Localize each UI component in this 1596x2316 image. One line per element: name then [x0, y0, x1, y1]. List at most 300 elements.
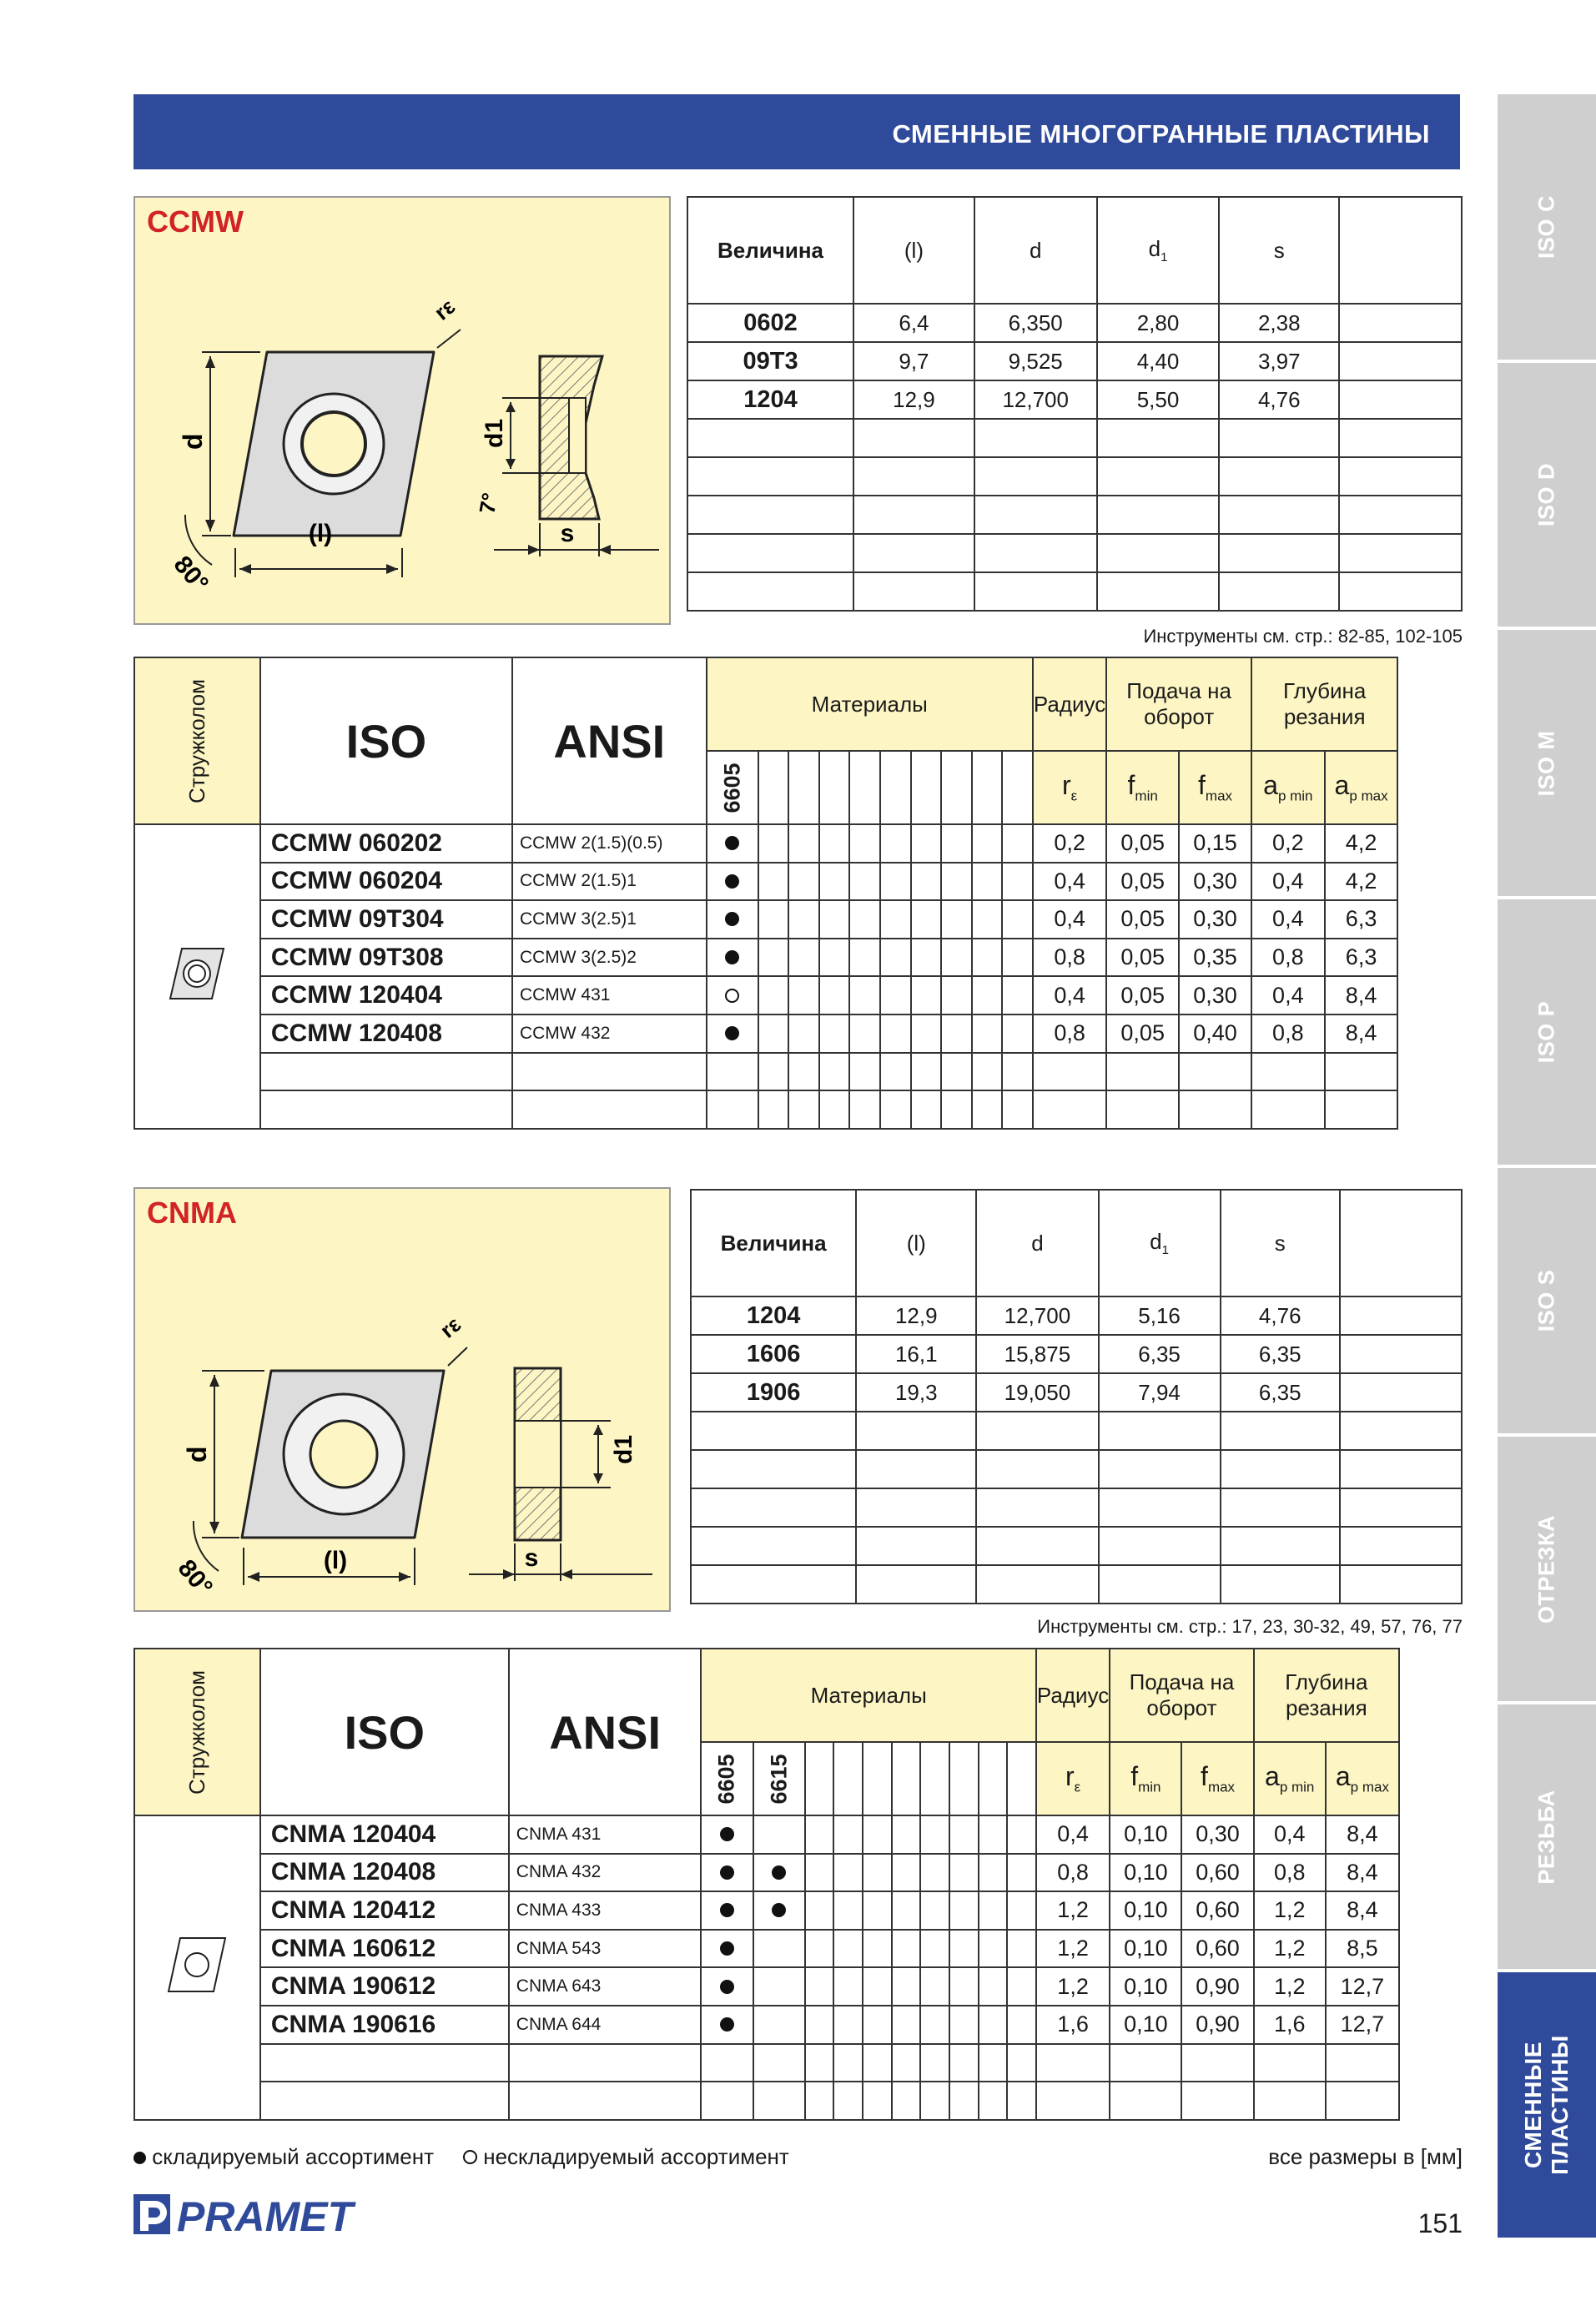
grade-header-cell: [979, 1742, 1008, 1815]
table-row: [134, 1815, 1462, 1854]
chipbreaker-cell: [134, 1815, 260, 2120]
cnma-insert-icon: [164, 1931, 230, 1998]
side-tab-label: СМЕННЫЕ ПЛАСТИНЫ: [1520, 2035, 1573, 2175]
grade-availability-cell: [1002, 824, 1033, 863]
grade-availability-cell: [707, 900, 758, 939]
size-cell: [974, 496, 1097, 534]
grade-availability-cell: [979, 1891, 1008, 1930]
cnma-label-re: rε: [435, 1312, 466, 1343]
materials-header: Материалы: [701, 1649, 1035, 1742]
param-value-cell: [1033, 1090, 1106, 1129]
size-cell: 5,50: [1097, 380, 1220, 419]
grade-availability-cell: [753, 1967, 805, 2006]
grade-header-cell: [707, 751, 758, 824]
size-header-cell: [976, 1190, 1098, 1296]
grade-availability-cell: [758, 1053, 789, 1091]
grade-availability-cell: [753, 1891, 805, 1930]
grade-availability-cell: [1002, 900, 1033, 939]
side-tab-5[interactable]: [1498, 1168, 1596, 1437]
cnma-size-table: [690, 1189, 1463, 1604]
iso-code-cell: CCMW 09T308: [260, 939, 512, 977]
grade-availability-cell: [920, 2006, 949, 2044]
grade-availability-cell: [949, 2006, 979, 2044]
grade-availability-cell: [833, 1891, 863, 1930]
size-cell: [1219, 496, 1339, 534]
grade-availability-cell: [1007, 2044, 1036, 2082]
size-cell: [1221, 1527, 1340, 1565]
ansi-code-cell: CCMW 3(2.5)2: [512, 939, 707, 977]
size-cell: 4,40: [1097, 342, 1220, 380]
size-header-label: Величина: [717, 237, 824, 263]
stock-dot-icon: [725, 950, 739, 964]
grade-header-cell: [920, 1742, 949, 1815]
param-value-cell: 0,4: [1033, 976, 1106, 1015]
param-value-cell: 12,7: [1326, 1967, 1399, 2006]
grade-availability-cell: [833, 1930, 863, 1968]
param-value-cell: 0,8: [1251, 1015, 1325, 1053]
side-tab-label: ISO C: [1533, 194, 1559, 259]
grade-availability-cell: [863, 2006, 892, 2044]
ansi-header: ANSI: [509, 1649, 702, 1815]
symbol-header-5: $a_{p max}$: [1326, 1742, 1399, 1815]
param-value-cell: 8,5: [1326, 1930, 1399, 1968]
table-row: [134, 900, 1462, 939]
param-value-cell: [1179, 1090, 1251, 1129]
chipbreaker-label: Стружколом: [184, 1669, 209, 1795]
ccmw-label-re: rε: [429, 294, 461, 325]
ccmw-label-s: s: [560, 520, 575, 547]
grade-availability-cell: [1007, 2006, 1036, 2044]
size-cell: [1340, 1450, 1462, 1488]
grade-availability-cell: [949, 2044, 979, 2082]
size-cell: [853, 457, 974, 496]
param-value-cell: 1,2: [1254, 1967, 1326, 2006]
grade-availability-cell: [880, 976, 911, 1015]
size-row: [691, 1450, 1462, 1488]
size-cell: [1339, 419, 1462, 457]
size-cell: [853, 572, 974, 611]
grade-availability-cell: [1002, 939, 1033, 977]
size-cell: 1606: [691, 1335, 856, 1373]
ansi-code-cell: CNMA 432: [509, 1854, 702, 1892]
grade-header-cell: [819, 751, 850, 824]
grade-availability-cell: [911, 976, 942, 1015]
chipbreaker-label: Стружколом: [184, 678, 209, 803]
stock-dot-icon: [720, 1827, 734, 1841]
grade-availability-cell: [979, 2044, 1008, 2082]
param-value-cell: 4,2: [1325, 863, 1398, 901]
side-tab-2[interactable]: [1498, 363, 1596, 630]
grade-availability-cell: [701, 2044, 753, 2082]
nonstock-circle-icon: [463, 2150, 477, 2164]
brand-logo: [133, 2191, 367, 2238]
size-cell: [1097, 496, 1220, 534]
param-value-cell: 0,4: [1033, 900, 1106, 939]
size-header-label: d: [1031, 1230, 1044, 1256]
size-cell: [1339, 380, 1462, 419]
param-value-cell: 1,2: [1036, 1891, 1110, 1930]
grade-availability-cell: [833, 2044, 863, 2082]
iso-code-cell: CNMA 190612: [260, 1967, 509, 2006]
param-value-cell: [1254, 2082, 1326, 2120]
grade-availability-cell: [1002, 863, 1033, 901]
grade-availability-cell: [892, 2006, 921, 2044]
table-row: [134, 1053, 1462, 1091]
symbol-header-4: $a_{p min}$: [1251, 751, 1325, 824]
grade-availability-cell: [758, 1090, 789, 1129]
param-value-cell: [1179, 1053, 1251, 1091]
ccmw-label-l: (l): [308, 520, 333, 547]
size-cell: [976, 1450, 1098, 1488]
param-value-cell: 0,35: [1179, 939, 1251, 977]
stock-dot-icon: [720, 1980, 734, 1994]
table-row: [134, 2006, 1462, 2044]
param-value-cell: [1036, 2082, 1110, 2120]
size-cell: [1221, 1488, 1340, 1527]
side-tab-4[interactable]: [1498, 899, 1596, 1168]
size-cell: 6,35: [1221, 1373, 1340, 1412]
size-header-label: $d_1$: [1148, 235, 1168, 265]
grade-availability-cell: [972, 1090, 1003, 1129]
side-tab-label: РЕЗЬБА: [1533, 1789, 1559, 1885]
grade-label: 6605: [714, 1753, 740, 1805]
size-cell: [974, 572, 1097, 611]
grade-label: 6605: [719, 762, 745, 813]
grade-availability-cell: [880, 1015, 911, 1053]
size-cell: 09T3: [687, 342, 853, 380]
size-cell: [1099, 1412, 1221, 1450]
grade-header-cell: [788, 751, 819, 824]
size-cell: [856, 1488, 976, 1527]
grade-header-cell: [863, 1742, 892, 1815]
size-cell: 7,94: [1099, 1373, 1221, 1412]
size-cell: [687, 457, 853, 496]
size-row: [691, 1565, 1462, 1604]
size-cell: [1221, 1565, 1340, 1604]
size-cell: [1339, 457, 1462, 496]
size-cell: [1340, 1335, 1462, 1373]
param-value-cell: 0,40: [1179, 1015, 1251, 1053]
iso-code-cell: CCMW 060204: [260, 863, 512, 901]
grade-availability-cell: [863, 1930, 892, 1968]
size-cell: [1099, 1450, 1221, 1488]
size-cell: 19,3: [856, 1373, 976, 1412]
param-value-cell: 0,10: [1110, 1967, 1181, 2006]
grade-availability-cell: [788, 1053, 819, 1091]
iso-code-cell: CNMA 120412: [260, 1891, 509, 1930]
grade-availability-cell: [819, 1090, 850, 1129]
ansi-code-cell: CCMW 2(1.5)1: [512, 863, 707, 901]
ccmw-insert-drawing: [135, 198, 669, 623]
size-header-cell: [974, 197, 1097, 304]
side-tab-6[interactable]: [1498, 1437, 1596, 1704]
iso-code-cell: CCMW 09T304: [260, 900, 512, 939]
size-cell: [976, 1565, 1098, 1604]
grade-availability-cell: [892, 1815, 921, 1854]
param-value-cell: 1,2: [1254, 1891, 1326, 1930]
grade-availability-cell: [911, 1015, 942, 1053]
grade-availability-cell: [753, 1815, 805, 1854]
side-tab-3[interactable]: [1498, 630, 1596, 899]
grade-availability-cell: [701, 1967, 753, 2006]
grade-availability-cell: [849, 1053, 880, 1091]
size-cell: [1340, 1373, 1462, 1412]
size-cell: [856, 1450, 976, 1488]
chipbreaker-header: [134, 1649, 260, 1815]
radius-header: Радиус: [1036, 1649, 1110, 1742]
grade-availability-cell: [979, 2006, 1008, 2044]
param-value-cell: 0,30: [1179, 900, 1251, 939]
param-value-cell: 0,8: [1251, 939, 1325, 977]
depth-header: Глубина резания: [1254, 1649, 1399, 1742]
size-cell: [976, 1488, 1098, 1527]
size-cell: [691, 1527, 856, 1565]
grade-availability-cell: [1007, 1967, 1036, 2006]
size-cell: [691, 1488, 856, 1527]
grade-header-cell: [1002, 751, 1033, 824]
side-tab-1[interactable]: [1498, 94, 1596, 363]
param-value-cell: 0,90: [1181, 1967, 1253, 2006]
size-cell: [691, 1412, 856, 1450]
size-header-label: Величина: [720, 1230, 827, 1256]
grade-availability-cell: [972, 900, 1003, 939]
grade-availability-cell: [805, 2044, 834, 2082]
grade-availability-cell: [707, 1053, 758, 1091]
param-value-cell: 0,8: [1033, 1015, 1106, 1053]
grade-availability-cell: [949, 2082, 979, 2120]
size-cell: 9,525: [974, 342, 1097, 380]
size-row: [687, 419, 1462, 457]
side-tab-label: ОТРЕЗКА: [1533, 1514, 1559, 1624]
grade-availability-cell: [941, 900, 972, 939]
grade-availability-cell: [753, 2006, 805, 2044]
ccmw-insert-icon: [164, 940, 230, 1007]
grade-availability-cell: [1007, 1930, 1036, 1968]
grade-availability-cell: [805, 1854, 834, 1892]
size-cell: [1339, 572, 1462, 611]
legend-nonstock: [463, 2144, 789, 2170]
iso-code-cell: CCMW 060202: [260, 824, 512, 863]
grade-availability-cell: [972, 824, 1003, 863]
stock-dot-icon: [720, 1903, 734, 1917]
param-value-cell: 0,8: [1036, 1854, 1110, 1892]
param-value-cell: 0,4: [1251, 863, 1325, 901]
param-value-cell: 0,05: [1106, 824, 1179, 863]
size-cell: 0602: [687, 304, 853, 342]
grade-label: 6615: [766, 1753, 792, 1805]
size-cell: [1340, 1296, 1462, 1335]
symbol-header-2: $f_{min}$: [1110, 1742, 1181, 1815]
size-cell: [1340, 1527, 1462, 1565]
size-cell: [691, 1565, 856, 1604]
grade-availability-cell: [701, 1815, 753, 1854]
param-value-cell: 0,10: [1110, 1930, 1181, 1968]
grade-availability-cell: [707, 1015, 758, 1053]
table-row: [134, 863, 1462, 901]
grade-availability-cell: [758, 863, 789, 901]
grade-availability-cell: [819, 1053, 850, 1091]
table-row: [134, 1854, 1462, 1892]
table-row: [134, 2044, 1462, 2082]
size-cell: 3,97: [1219, 342, 1339, 380]
ansi-code-cell: [509, 2082, 702, 2120]
grade-availability-cell: [805, 1967, 834, 2006]
grade-availability-cell: [1002, 976, 1033, 1015]
grade-availability-cell: [819, 939, 850, 977]
param-value-cell: [1326, 2082, 1399, 2120]
grade-header-cell: [758, 751, 789, 824]
cnma-insert-drawing: [135, 1189, 669, 1610]
iso-header: ISO: [260, 1649, 509, 1815]
grade-availability-cell: [941, 824, 972, 863]
grade-header-cell: [701, 1742, 753, 1815]
grade-availability-cell: [788, 900, 819, 939]
size-cell: [1097, 572, 1220, 611]
grade-availability-cell: [979, 1854, 1008, 1892]
size-cell: [1340, 1412, 1462, 1450]
size-cell: 12,9: [856, 1296, 976, 1335]
param-value-cell: [1325, 1090, 1398, 1129]
grade-availability-cell: [972, 1053, 1003, 1091]
side-tab-8[interactable]: [1498, 1972, 1596, 2241]
cnma-label-l: (l): [323, 1547, 348, 1574]
grade-availability-cell: [849, 976, 880, 1015]
size-cell: [974, 457, 1097, 496]
param-value-cell: 6,3: [1325, 939, 1398, 977]
symbol-header-1: $r_\varepsilon$: [1036, 1742, 1110, 1815]
grade-availability-cell: [911, 824, 942, 863]
size-cell: [976, 1527, 1098, 1565]
ccmw-size-table: [687, 196, 1463, 612]
size-row: [691, 1488, 1462, 1527]
ccmw-title: CCMW: [147, 204, 244, 239]
grade-header-cell: [880, 751, 911, 824]
grade-availability-cell: [753, 1930, 805, 1968]
side-tab-label: ISO M: [1533, 729, 1559, 797]
size-cell: [1219, 457, 1339, 496]
param-value-cell: [1181, 2082, 1253, 2120]
iso-code-cell: CCMW 120408: [260, 1015, 512, 1053]
size-cell: [687, 419, 853, 457]
param-value-cell: [1106, 1090, 1179, 1129]
size-row: [691, 1296, 1462, 1335]
grade-availability-cell: [880, 863, 911, 901]
grade-availability-cell: [805, 2082, 834, 2120]
depth-header: Глубина резания: [1251, 657, 1398, 751]
stock-dot-icon: [720, 1865, 734, 1880]
iso-code-cell: CCMW 120404: [260, 976, 512, 1015]
size-header-cell: [691, 1190, 856, 1296]
grade-availability-cell: [707, 863, 758, 901]
side-tab-label: ISO D: [1533, 462, 1559, 527]
ansi-code-cell: CNMA 643: [509, 1967, 702, 2006]
size-cell: [1219, 534, 1339, 572]
param-value-cell: 0,2: [1251, 824, 1325, 863]
grade-availability-cell: [920, 1891, 949, 1930]
size-cell: 19,050: [976, 1373, 1098, 1412]
grade-availability-cell: [753, 2082, 805, 2120]
param-value-cell: 0,60: [1181, 1891, 1253, 1930]
param-value-cell: 1,6: [1036, 2006, 1110, 2044]
grade-header-cell: [941, 751, 972, 824]
grade-availability-cell: [972, 1015, 1003, 1053]
param-value-cell: 8,4: [1326, 1891, 1399, 1930]
grade-availability-cell: [805, 1891, 834, 1930]
grade-availability-cell: [892, 2044, 921, 2082]
grade-availability-cell: [849, 939, 880, 977]
grade-availability-cell: [880, 1053, 911, 1091]
grade-availability-cell: [833, 2082, 863, 2120]
cnma-title: CNMA: [147, 1196, 237, 1230]
grade-header-cell: [1007, 1742, 1036, 1815]
cnma-label-d1: d1: [610, 1434, 637, 1464]
size-cell: [856, 1527, 976, 1565]
ansi-code-cell: CNMA 433: [509, 1891, 702, 1930]
size-cell: [974, 534, 1097, 572]
size-header-label: s: [1273, 237, 1285, 263]
ansi-code-cell: CNMA 431: [509, 1815, 702, 1854]
grade-availability-cell: [758, 824, 789, 863]
grade-availability-cell: [1007, 2082, 1036, 2120]
symbol-header-4: $a_{p min}$: [1254, 1742, 1326, 1815]
size-row: [691, 1373, 1462, 1412]
grade-availability-cell: [758, 900, 789, 939]
grade-availability-cell: [758, 939, 789, 977]
size-header-label: s: [1274, 1230, 1286, 1256]
size-cell: [1097, 457, 1220, 496]
stock-dot-icon: [720, 2017, 734, 2032]
grade-availability-cell: [920, 1815, 949, 1854]
param-value-cell: 0,05: [1106, 939, 1179, 977]
size-row: [687, 457, 1462, 496]
param-value-cell: 0,4: [1251, 900, 1325, 939]
side-tab-label: ISO S: [1533, 1269, 1559, 1332]
grade-header-cell: [805, 1742, 834, 1815]
grade-availability-cell: [819, 863, 850, 901]
ccmw-drawing-panel: [133, 196, 671, 625]
size-cell: 12,9: [853, 380, 974, 419]
grade-availability-cell: [892, 2082, 921, 2120]
param-value-cell: [1106, 1053, 1179, 1091]
grade-availability-cell: [863, 1815, 892, 1854]
feed-header: Подача на оборот: [1106, 657, 1251, 751]
size-cell: 4,76: [1219, 380, 1339, 419]
size-cell: 12,700: [974, 380, 1097, 419]
grade-availability-cell: [941, 1053, 972, 1091]
size-row: [687, 572, 1462, 611]
grade-availability-cell: [788, 976, 819, 1015]
grade-availability-cell: [949, 1930, 979, 1968]
ansi-code-cell: CCMW 431: [512, 976, 707, 1015]
size-row: [691, 1527, 1462, 1565]
ccmw-label-7: 7°: [474, 491, 503, 516]
ansi-code-cell: [512, 1053, 707, 1091]
param-value-cell: 8,4: [1325, 976, 1398, 1015]
grade-header-cell: [753, 1742, 805, 1815]
grade-availability-cell: [701, 1854, 753, 1892]
iso-code-cell: CNMA 120404: [260, 1815, 509, 1854]
ansi-code-cell: CCMW 432: [512, 1015, 707, 1053]
side-tab-7[interactable]: [1498, 1704, 1596, 1972]
param-value-cell: [1110, 2044, 1181, 2082]
param-value-cell: 0,30: [1179, 976, 1251, 1015]
grade-availability-cell: [880, 824, 911, 863]
ansi-header: ANSI: [512, 657, 707, 824]
param-value-cell: 0,4: [1036, 1815, 1110, 1854]
grade-availability-cell: [707, 976, 758, 1015]
param-value-cell: [1033, 1053, 1106, 1091]
grade-availability-cell: [849, 1015, 880, 1053]
